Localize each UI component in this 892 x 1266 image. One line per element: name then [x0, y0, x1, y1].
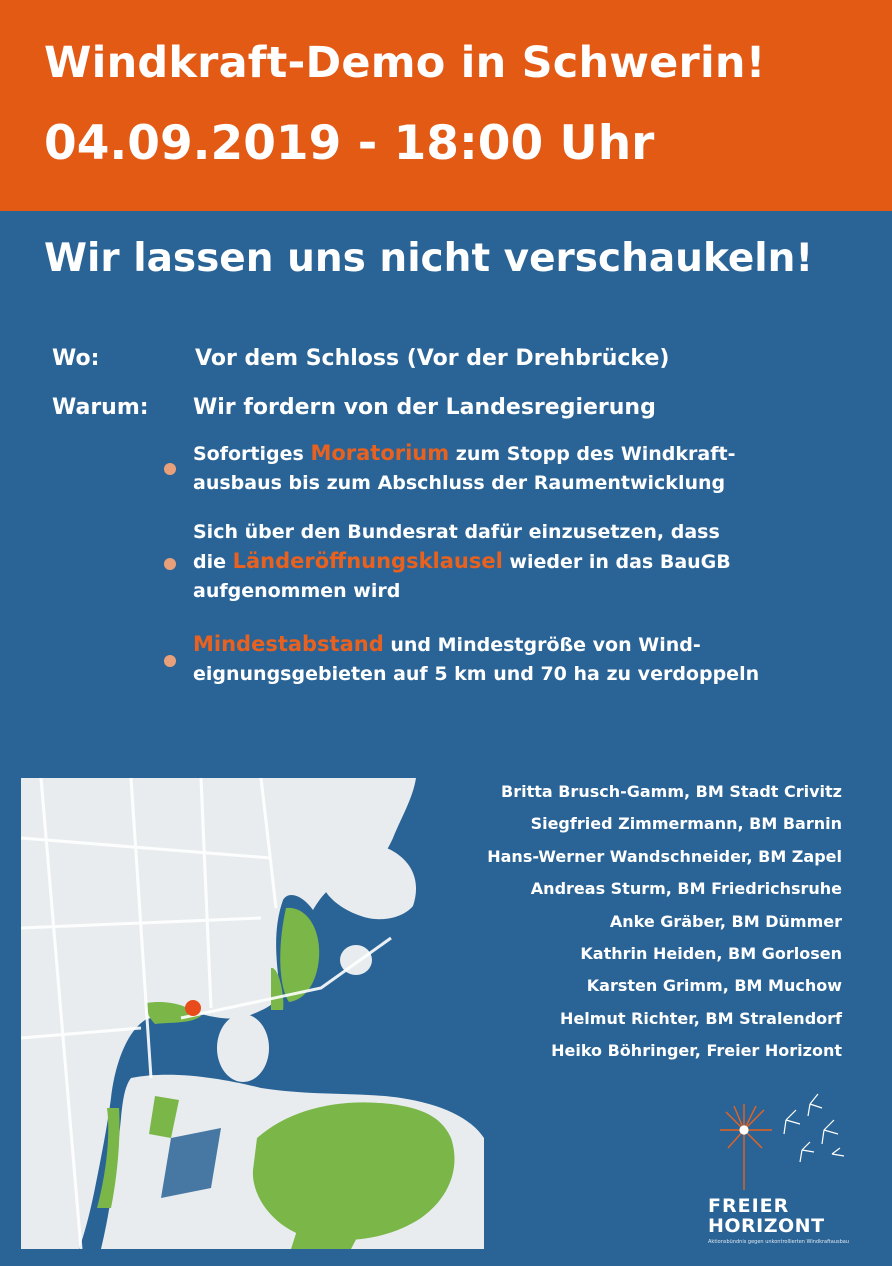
- why-value: Wir fordern von der Landesregierung: [193, 395, 656, 420]
- logo-line1: FREIER: [708, 1195, 790, 1217]
- demand-line: aufgenommen wird: [193, 580, 401, 602]
- highlight-term: Länderöffnungsklausel: [232, 549, 503, 573]
- where-label: Wo:: [52, 346, 100, 371]
- freier-horizont-logo: [706, 1090, 856, 1250]
- demand-line: die Länderöffnungsklausel wieder in das BauGB: [193, 549, 731, 573]
- header-banner: [0, 0, 892, 211]
- bullet-point: [164, 558, 176, 570]
- demand-item: [193, 630, 759, 689]
- supporter-name: Karsten Grimm, BM Muchow: [586, 976, 842, 996]
- demand-line: Sofortiges Moratorium zum Stopp des Windkraft-: [193, 441, 736, 465]
- supporter-name: Heiko Böhringer, Freier Horizont: [551, 1041, 842, 1061]
- supporter-name: Britta Brusch-Gamm, BM Stadt Crivitz: [501, 782, 842, 801]
- why-label: Warum:: [52, 395, 149, 420]
- demand-line: eignungsgebieten auf 5 km und 70 ha zu verdoppeln: [193, 663, 760, 685]
- highlight-term: Moratorium: [310, 441, 450, 465]
- event-date: 04.09.2019 - 18:00 Uhr: [44, 116, 655, 171]
- supporter-name: Kathrin Heiden, BM Gorlosen: [580, 944, 842, 964]
- demand-line: ausbaus bis zum Abschluss der Raumentwicklung: [193, 472, 726, 494]
- supporter-name: Hans-Werner Wandschneider, BM Zapel: [487, 846, 842, 866]
- where-value: Vor dem Schloss (Vor der Drehbrücke): [195, 346, 670, 371]
- location-marker-icon: [185, 1000, 201, 1016]
- supporter-name: Anke Gräber, BM Dümmer: [609, 911, 842, 931]
- supporter-name: Siegfried Zimmermann, BM Barnin: [530, 814, 842, 834]
- supporters-list: [422, 776, 842, 1068]
- highlight-term: Mindestabstand: [193, 632, 384, 656]
- logo-line2: HORIZONT: [708, 1215, 825, 1237]
- demand-item: [193, 439, 735, 498]
- supporter-name: Helmut Richter, BM Stralendorf: [560, 1008, 842, 1028]
- supporter-name: Andreas Sturm, BM Friedrichsruhe: [530, 879, 842, 899]
- demand-line: Sich über den Bundesrat dafür einzusetzen, dass: [193, 521, 720, 543]
- map-illustration: [21, 778, 484, 1249]
- event-title: Windkraft-Demo in Schwerin!: [44, 38, 766, 88]
- dandelion-windmill-icon: [706, 1090, 856, 1190]
- slogan: Wir lassen uns nicht verschaukeln!: [44, 236, 814, 281]
- demand-item: [193, 518, 731, 606]
- bullet-point: [164, 655, 176, 667]
- demand-line: Mindestabstand und Mindestgröße von Wind-: [193, 632, 701, 656]
- location-map: [21, 778, 484, 1249]
- bullet-point: [164, 463, 176, 475]
- logo-tagline: Aktionsbündnis gegen unkontrollierten Windkraftausbau: [708, 1239, 849, 1245]
